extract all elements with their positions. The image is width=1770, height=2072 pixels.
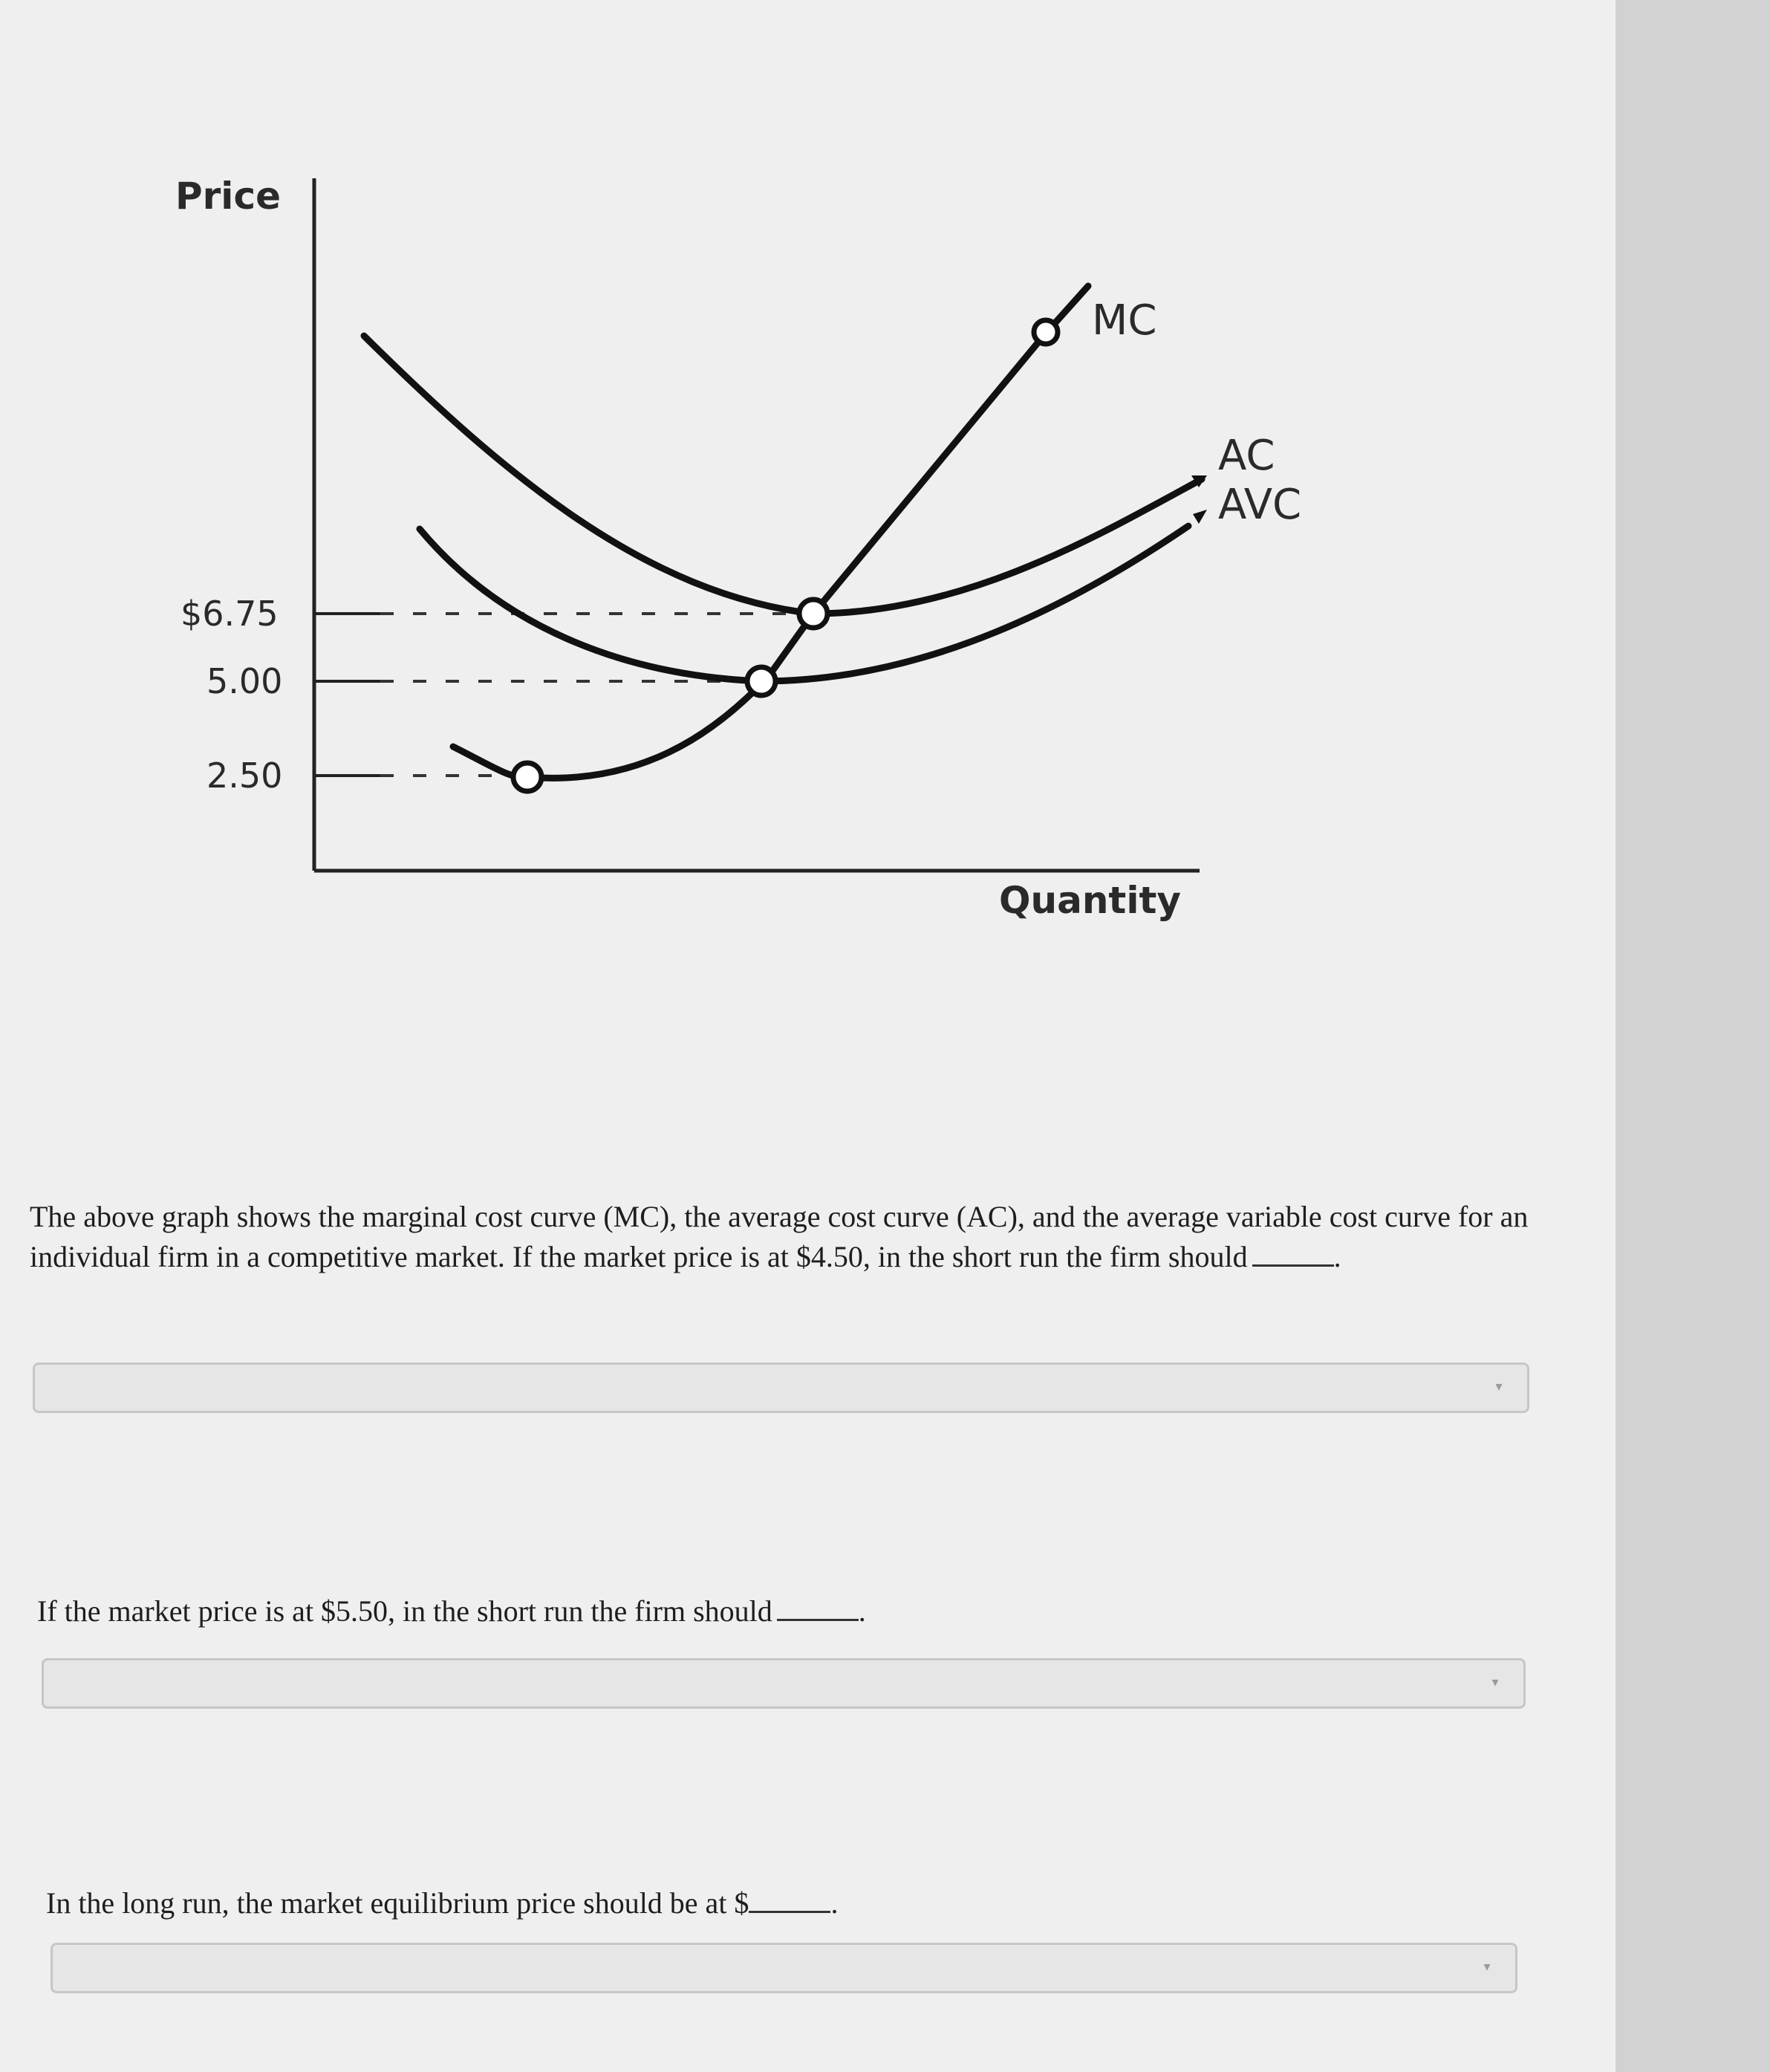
answer-blank [1252,1242,1334,1267]
chevron-down-icon: ▾ [1491,1675,1499,1690]
mc-avc-intersection [747,667,775,695]
y-tick-label-675: $6.75 [180,594,279,634]
question-1-text [30,1197,1575,1277]
x-axis-label: Quantity [999,879,1181,922]
mc-curve [453,286,1088,778]
question-3-dropdown[interactable] [51,1943,1517,1993]
question-3-text [46,1883,1591,1923]
mc-end-marker [1034,320,1058,344]
question-3-prompt: In the long run, the market equilibrium price should be at $ [46,1886,749,1920]
chevron-down-icon: ▾ [1495,1379,1503,1394]
answer-blank [777,1597,859,1621]
mc-ac-intersection [799,600,827,628]
y-tick-label-500: 5.00 [206,661,283,701]
mc-label: MC [1092,296,1157,345]
avc-label: AVC [1218,481,1302,529]
chevron-down-icon: ▾ [1483,1959,1491,1975]
mc-minimum-point [513,763,541,791]
question-2-dropdown[interactable] [42,1658,1526,1709]
question-2-text [37,1591,1582,1631]
question-2-prompt: If the market price is at $5.50, in the short run the firm should [37,1594,772,1628]
y-tick-label-250: 2.50 [206,756,283,796]
y-axis-label: Price [175,175,281,218]
question-1-prompt: The above graph shows the marginal cost curve (MC), the average cost curve (AC), and the average variable cost curve for an individual firm in a competitive market. If the market price is at $4.50, in the short run the firm should [30,1200,1529,1273]
question-1-suffix: . [1333,1240,1341,1273]
cost-curves-chart [0,0,1616,966]
question-1-dropdown[interactable] [33,1363,1529,1413]
avc-arrowhead [1193,510,1207,524]
ac-curve [364,336,1202,614]
page-edge [1616,0,1770,2072]
ac-label: AC [1218,432,1275,480]
question-3-suffix: . [830,1886,839,1920]
question-2-suffix: . [858,1594,866,1628]
answer-blank [749,1888,830,1913]
